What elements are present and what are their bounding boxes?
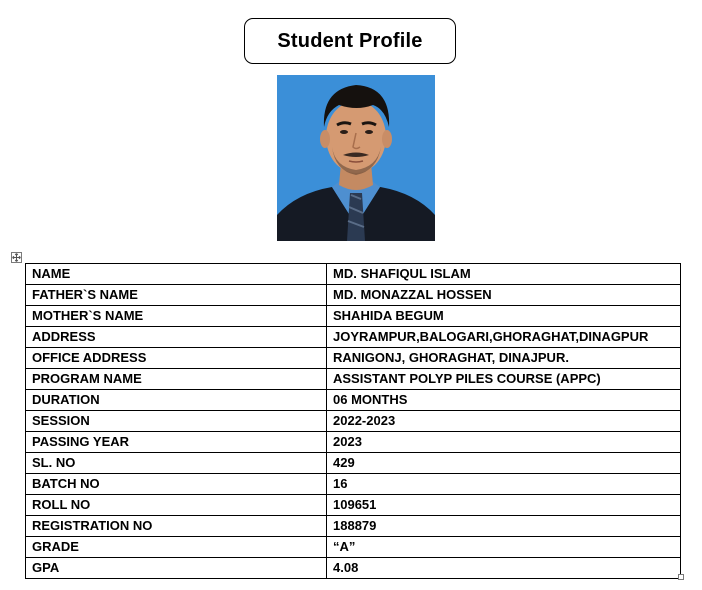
- table-row: [26, 474, 681, 495]
- table-row: [26, 432, 681, 453]
- field-value: 2023: [327, 432, 681, 453]
- student-photo: [277, 75, 435, 241]
- field-label: PASSING YEAR: [26, 432, 327, 453]
- table-row: [26, 390, 681, 411]
- resize-icon[interactable]: [678, 574, 684, 580]
- table-row: [26, 306, 681, 327]
- page-title: Student Profile: [244, 18, 456, 64]
- field-value: 429: [327, 453, 681, 474]
- field-value: MD. MONAZZAL HOSSEN: [327, 285, 681, 306]
- table-row: [26, 369, 681, 390]
- profile-table-body: [26, 264, 681, 579]
- field-label: ROLL NO: [26, 495, 327, 516]
- field-value: 2022-2023: [327, 411, 681, 432]
- field-label: PROGRAM NAME: [26, 369, 327, 390]
- field-label: FATHER`S NAME: [26, 285, 327, 306]
- field-label: SL. NO: [26, 453, 327, 474]
- field-label: GRADE: [26, 537, 327, 558]
- field-value: “A”: [327, 537, 681, 558]
- table-row: [26, 264, 681, 285]
- field-label: SESSION: [26, 411, 327, 432]
- profile-table: [25, 263, 681, 579]
- field-label: REGISTRATION NO: [26, 516, 327, 537]
- table-row: [26, 285, 681, 306]
- field-value: RANIGONJ, GHORAGHAT, DINAJPUR.: [327, 348, 681, 369]
- table-row: [26, 558, 681, 579]
- field-label: MOTHER`S NAME: [26, 306, 327, 327]
- field-value: ASSISTANT POLYP PILES COURSE (APPC): [327, 369, 681, 390]
- table-row: [26, 327, 681, 348]
- table-row: [26, 348, 681, 369]
- field-value: JOYRAMPUR,BALOGARI,GHORAGHAT,DINAGPUR: [327, 327, 681, 348]
- field-value: 188879: [327, 516, 681, 537]
- field-value: 109651: [327, 495, 681, 516]
- field-value: 06 MONTHS: [327, 390, 681, 411]
- table-row: [26, 453, 681, 474]
- table-row: [26, 411, 681, 432]
- field-label: OFFICE ADDRESS: [26, 348, 327, 369]
- field-label: GPA: [26, 558, 327, 579]
- table-row: [26, 516, 681, 537]
- move-icon[interactable]: [11, 252, 22, 263]
- field-label: NAME: [26, 264, 327, 285]
- field-value: 4.08: [327, 558, 681, 579]
- field-label: BATCH NO: [26, 474, 327, 495]
- table-row: [26, 537, 681, 558]
- field-value: SHAHIDA BEGUM: [327, 306, 681, 327]
- field-value: 16: [327, 474, 681, 495]
- field-value: MD. SHAFIQUL ISLAM: [327, 264, 681, 285]
- table-row: [26, 495, 681, 516]
- field-label: ADDRESS: [26, 327, 327, 348]
- field-label: DURATION: [26, 390, 327, 411]
